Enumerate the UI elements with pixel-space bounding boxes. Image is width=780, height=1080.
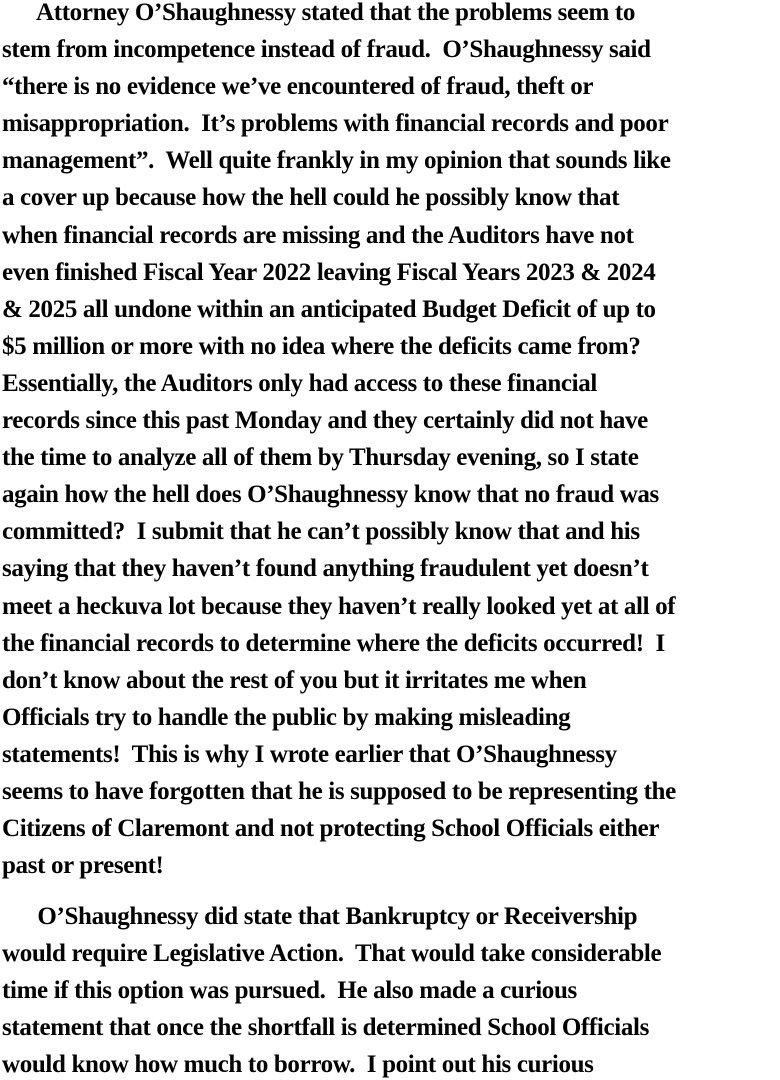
text-line: stem from incompetence instead of fraud. O’Shaughnessy said	[2, 36, 651, 64]
text-line: committed? I submit that he can’t possibly know that and his	[2, 518, 640, 546]
text-line: Essentially, the Auditors only had access to these financial	[2, 369, 598, 397]
text-line: even finished Fiscal Year 2022 leaving Fiscal Years 2023 & 2024	[2, 258, 656, 286]
document-page	[2, 0, 778, 1080]
text-line: saying that they haven’t found anything fraudulent yet doesn’t	[2, 555, 649, 583]
text-line: meet a heckuva lot because they haven’t really looked yet at all of	[2, 592, 676, 620]
text-line: the financial records to determine where the deficits occurred! I	[2, 629, 665, 657]
text-line: Attorney O’Shaughnessy stated that the problems seem to	[2, 0, 636, 26]
text-line: $5 million or more with no idea where the deficits came from?	[2, 332, 641, 360]
text-line: past or present!	[2, 852, 164, 880]
text-line: again how the hell does O’Shaughnessy know that no fraud was	[2, 481, 659, 509]
text-line: statements! This is why I wrote earlier that O’Shaughnessy	[2, 740, 617, 768]
text-line: misappropriation. It’s problems with financial records and poor	[2, 110, 669, 138]
text-line: a cover up because how the hell could he possibly know that	[2, 184, 620, 212]
text-line: the time to analyze all of them by Thursday evening, so I state	[2, 444, 639, 472]
text-line: O’Shaughnessy did state that Bankruptcy or Receivership	[2, 903, 638, 930]
text-line: time if this option was pursued. He also made a curious	[2, 977, 577, 1005]
text-line: “there is no evidence we’ve encountered of fraud, theft or	[2, 73, 594, 101]
text-line: management”. Well quite frankly in my opinion that sounds like	[2, 147, 671, 175]
text-line: don’t know about the rest of you but it irritates me when	[2, 666, 587, 694]
text-line: records since this past Monday and they certainly did not have	[2, 407, 648, 435]
paragraph-1	[2, 0, 676, 884]
text-line: when financial records are missing and the Auditors have not	[2, 221, 634, 249]
text-line: seems to have forgotten that he is supposed to be representing the	[2, 777, 676, 805]
text-line: & 2025 all undone within an anticipated Budget Deficit of up to	[2, 295, 656, 323]
text-line: would require Legislative Action. That would take considerable	[2, 940, 662, 968]
text-line: statement that once the shortfall is determined School Officials	[2, 1014, 649, 1042]
text-line: Officials try to handle the public by making misleading	[2, 703, 571, 731]
text-line: would know how much to borrow. I point out his curious	[2, 1051, 594, 1079]
paragraph-2	[2, 898, 661, 1080]
text-line: Citizens of Claremont and not protecting School Officials either	[2, 815, 660, 843]
